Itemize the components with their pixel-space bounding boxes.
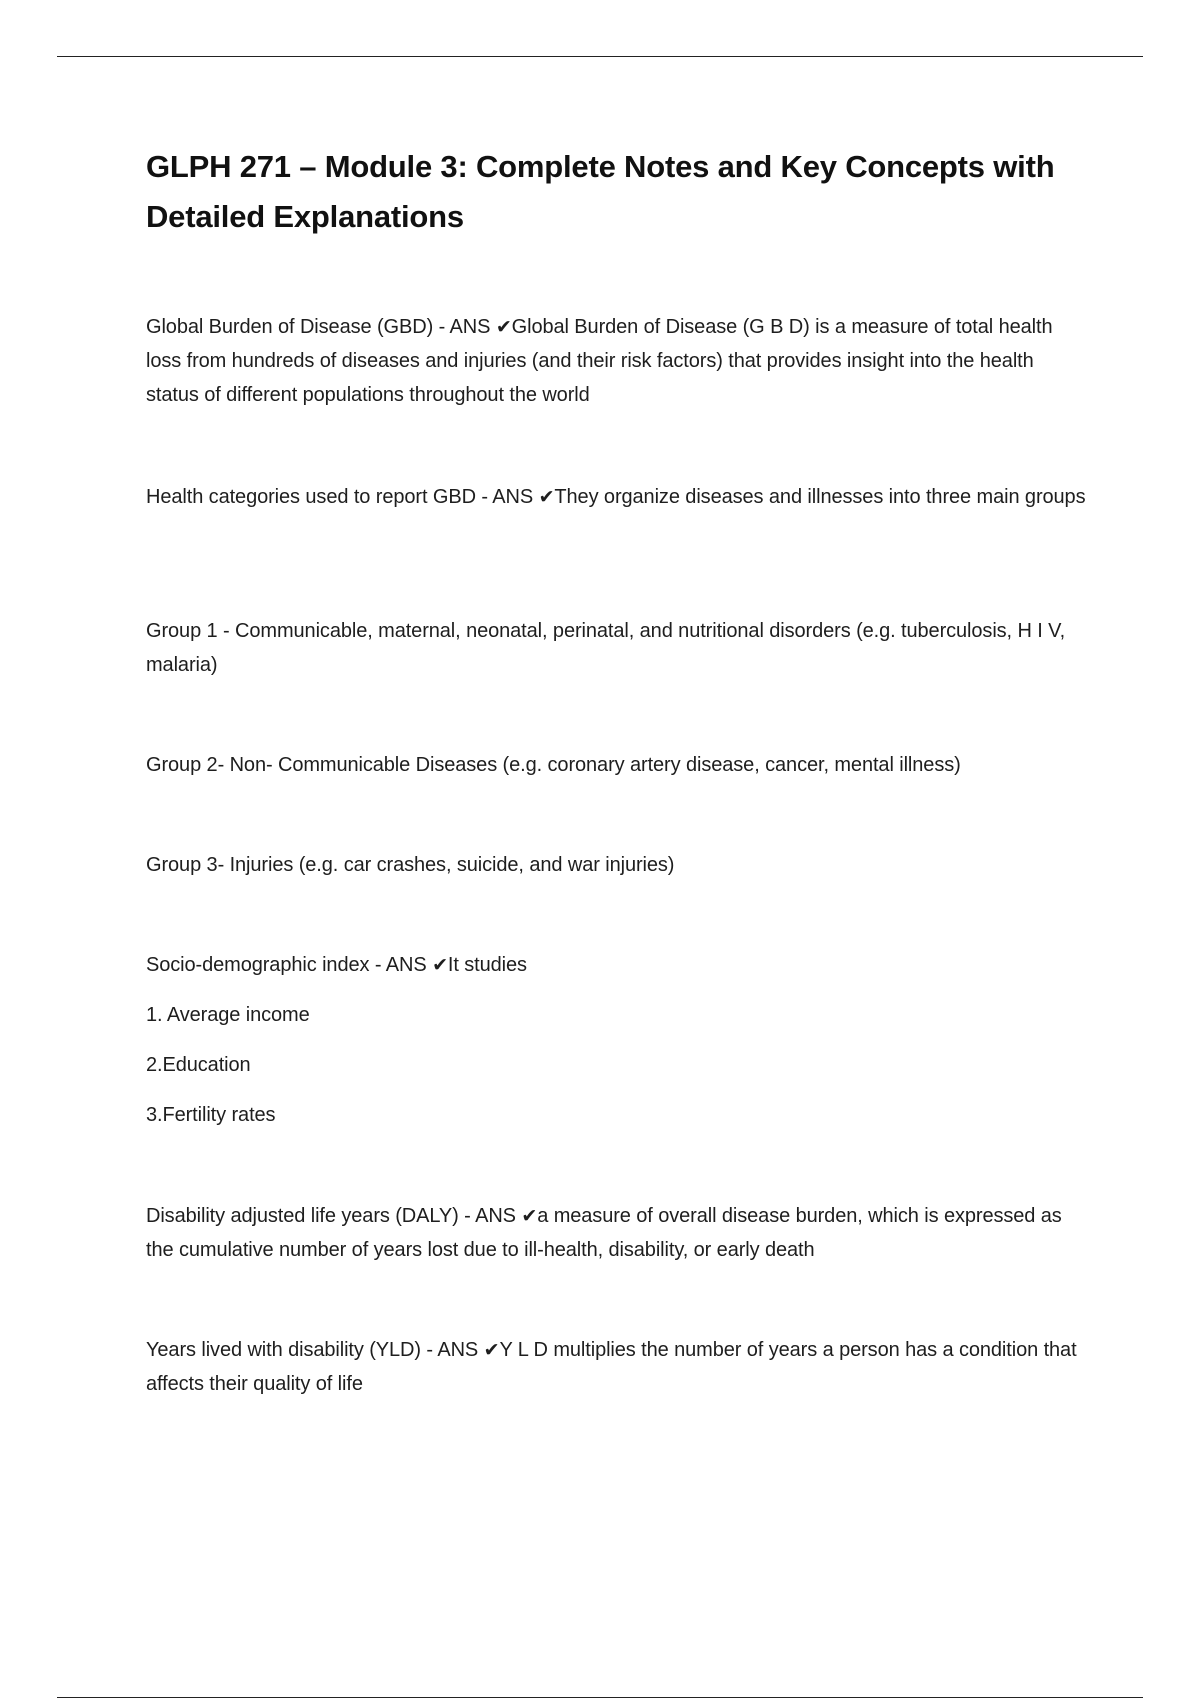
group-2-description: Group 2- Non- Communicable Diseases (e.g. coronary artery disease, cancer, mental illness) <box>146 754 961 776</box>
ans-marker: ANS <box>437 1339 479 1361</box>
entry-answer: Global Burden of Disease (G B D) is a measure of total health loss from hundreds of diseases and injuries (and their risk factors) that provides insight into the health status of different populations throughout the world <box>146 316 1053 406</box>
ans-marker: ANS <box>492 486 534 508</box>
entry-term: Disability adjusted life years (DALY) <box>146 1205 459 1227</box>
header-rule <box>57 56 1143 57</box>
checkmark-icon: ✔ <box>521 1205 538 1227</box>
entry-yld: Years lived with disability (YLD) - ANS ✔Y L D multiplies the number of years a person has a condition that affects their quality of life <box>146 1339 1077 1395</box>
checkmark-icon: ✔ <box>432 954 448 976</box>
entry-socio-demographic-index: Socio-demographic index - ANS ✔It studies <box>146 954 527 976</box>
entry-daly: Disability adjusted life years (DALY) - ANS ✔a measure of overall disease burden, which is expressed as the cumulative number of years lost due to ill-health, disability, or early death <box>146 1205 1062 1261</box>
group-3-description: Group 3- Injuries (e.g. car crashes, suicide, and war injuries) <box>146 854 675 876</box>
footer-rule <box>57 1697 1143 1698</box>
entry-global-burden-of-disease: Global Burden of Disease (GBD) - ANS ✔Global Burden of Disease (G B D) is a measure of total health loss from hundreds of diseases and injuries (and their risk factors) that provides insight into the health status of different populations throughout the world <box>146 316 1053 406</box>
sdi-list-item: 1. Average income <box>146 1004 310 1026</box>
entry-health-categories: Health categories used to report GBD - ANS ✔They organize diseases and illnesses into three main groups <box>146 486 1086 508</box>
document-title: GLPH 271 – Module 3: Complete Notes and Key Concepts with Detailed Explanations <box>146 149 1055 234</box>
entry-term: Socio-demographic index <box>146 954 370 976</box>
entry-term: Health categories used to report GBD <box>146 486 476 508</box>
entry-answer: Y L D multiplies the number of years a person has a condition that affects their quality of life <box>146 1339 1077 1395</box>
ans-marker: ANS <box>449 316 491 338</box>
entry-answer: They organize diseases and illnesses into three main groups <box>554 486 1086 508</box>
checkmark-icon: ✔ <box>538 486 555 508</box>
checkmark-icon: ✔ <box>483 1339 500 1361</box>
sdi-list-item: 3.Fertility rates <box>146 1104 276 1126</box>
sdi-list-item: 2.Education <box>146 1054 251 1076</box>
entry-term: Years lived with disability (YLD) <box>146 1339 421 1361</box>
checkmark-icon: ✔ <box>495 316 512 338</box>
group-1-description: Group 1 - Communicable, maternal, neonatal, perinatal, and nutritional disorders (e.g. tuberculosis, H I V, malaria) <box>146 620 1066 676</box>
entry-answer: It studies <box>447 954 527 976</box>
entry-term: Global Burden of Disease (GBD) <box>146 316 434 338</box>
entry-answer: a measure of overall disease burden, which is expressed as the cumulative number of years lost due to ill-health, disability, or early death <box>146 1205 1062 1261</box>
ans-marker: ANS <box>475 1205 516 1227</box>
ans-marker: ANS <box>385 954 427 976</box>
